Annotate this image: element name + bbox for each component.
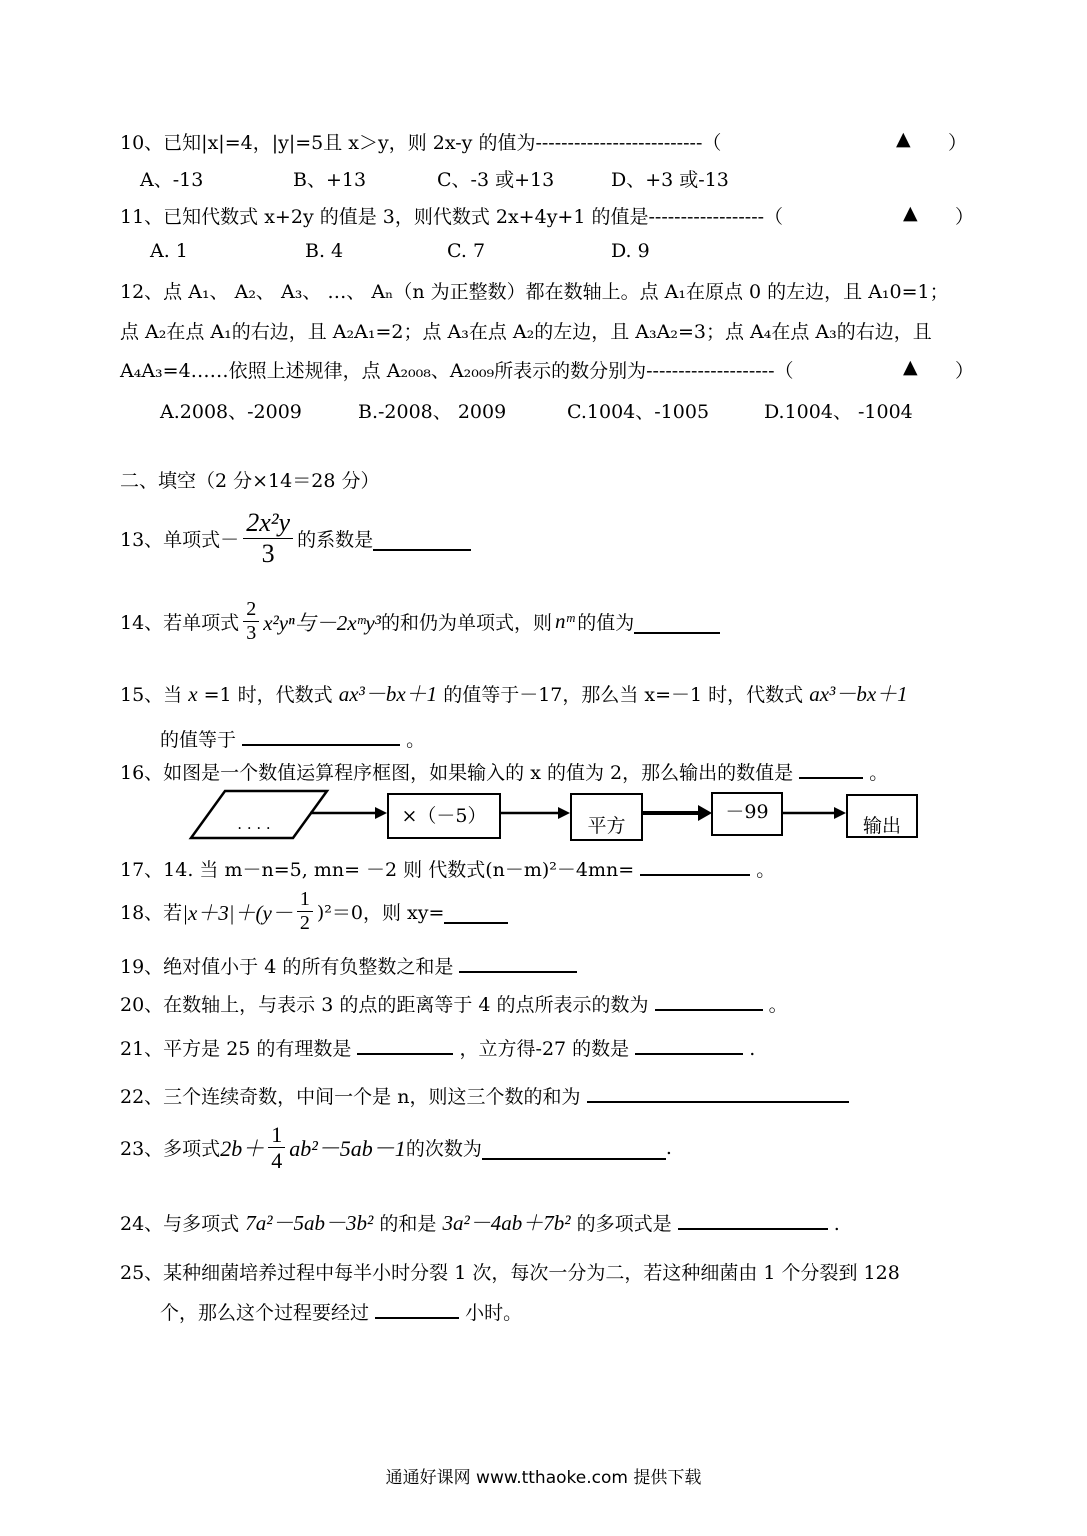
q18-numerator: 1 <box>297 888 313 912</box>
q18-expression-2: )²＝0，则 xy= <box>316 902 445 924</box>
q17 <box>120 855 775 882</box>
q23-expression-2: ab²－5ab－1 <box>289 1136 406 1162</box>
q13-suffix: 的系数是 <box>297 528 374 551</box>
q14-suffix: 的值为 <box>577 612 635 634</box>
q23-fraction <box>268 1122 285 1174</box>
q23 <box>120 1122 672 1174</box>
q11-option-b: B. 4 <box>305 240 344 262</box>
q16 <box>120 758 888 785</box>
q11-option-a: A. 1 <box>150 240 188 262</box>
q24-mid: 的和是 <box>379 1213 437 1235</box>
answer-blank-q15[interactable] <box>242 743 400 746</box>
q14-fraction <box>243 598 259 645</box>
q14-prefix: 14、若单项式 <box>120 612 240 634</box>
q13-prefix: 13、单项式－ <box>120 528 240 551</box>
flowchart-arrowhead-1 <box>375 807 387 819</box>
q24-prefix: 24、与多项式 <box>120 1213 240 1235</box>
section-title: 二、填空（2 分×14＝28 分） <box>120 470 380 492</box>
q16-text: 16、如图是一个数值运算程序框图，如果输入的 x 的值为 2，那么输出的数值是 <box>120 762 794 784</box>
q12-close: ） <box>955 360 975 382</box>
q24 <box>120 1207 840 1237</box>
q23-numerator: 1 <box>268 1122 285 1148</box>
q15-text-a: 15、当 <box>120 684 183 706</box>
q12-line3: A₄A₃=4……依照上述规律，点 A₂₀₀₈、A₂₀₀₉所表示的数分别为--------------------（ <box>120 360 794 382</box>
q14-mid: 的和仍为单项式，则 <box>380 612 552 634</box>
q10-option-a: A、-13 <box>140 169 204 191</box>
q18-expression: |x＋3|＋(y－ <box>182 900 293 925</box>
q14-numerator: 2 <box>243 598 259 622</box>
q23-expression-1: 2b＋ <box>220 1136 265 1162</box>
q18 <box>120 888 508 935</box>
q24-suffix: 的多项式是 <box>576 1213 672 1235</box>
q19-text: 19、绝对值小于 4 的所有负整数之和是 <box>120 956 454 978</box>
q17-end: 。 <box>756 859 776 881</box>
q15-text-e: 。 <box>406 729 426 751</box>
q14 <box>120 598 720 645</box>
q25-text-b: 小时。 <box>465 1302 523 1324</box>
flowchart-box-output: 输出 <box>846 794 918 838</box>
answer-mark-q10: ▲ <box>896 128 911 150</box>
q23-prefix: 23、多项式 <box>120 1138 221 1161</box>
q18-prefix: 18、若 <box>120 902 183 924</box>
q16-end: 。 <box>869 762 889 784</box>
flowchart-box-multiply: ×（－5） <box>387 793 501 839</box>
answer-blank-q21-a[interactable] <box>357 1052 453 1055</box>
q10-option-d: D、+3 或-13 <box>611 169 729 191</box>
answer-blank-q21-b[interactable] <box>635 1052 743 1055</box>
answer-mark-q11: ▲ <box>903 202 918 224</box>
q10-stem-text: 10、已知|x|=4，|y|=5且 x＞y，则 2x-y 的值为--------------------------（ <box>120 132 722 154</box>
q23-suffix: 的次数为 <box>405 1138 482 1161</box>
q12-line2: 点 A₂在点 A₁的右边，且 A₂A₁=2；点 A₃在点 A₂的左边，且 A₃A₂=3；点 A₄在点 A₃的右边，且 <box>120 321 932 343</box>
q19 <box>120 952 577 979</box>
flowchart-arrowhead-3 <box>698 805 712 821</box>
q11-stem <box>120 202 783 229</box>
q25-line2 <box>160 1298 522 1325</box>
q15-line1 <box>120 678 908 708</box>
q15-expression-repeat: ax³－bx＋1 <box>809 682 908 706</box>
q14-denominator: 3 <box>246 622 257 644</box>
q10-option-c: C、-3 或+13 <box>437 169 555 191</box>
q24-end: . <box>833 1213 840 1235</box>
q25-line1: 25、某种细菌培养过程中每半小时分裂 1 次，每次一分为二，若这种细菌由 1 个分裂到 128 <box>120 1262 900 1284</box>
q22-text: 22、三个连续奇数，中间一个是 n，则这三个数的和为 <box>120 1086 581 1108</box>
q15-text-d: 的值等于 <box>160 729 237 751</box>
q20-end: 。 <box>768 994 788 1016</box>
q14-expression: x²yⁿ与－2xᵐy³ <box>263 610 381 635</box>
q11-close: ） <box>955 206 975 228</box>
flowchart-arrowhead-2 <box>558 807 570 819</box>
q12-option-b: B.-2008、 2009 <box>358 401 507 423</box>
q12-option-a: A.2008、-2009 <box>160 401 302 423</box>
q15-x: x <box>188 682 198 706</box>
q20-text: 20、在数轴上，与表示 3 的点的距离等于 4 的点所表示的数为 <box>120 994 649 1016</box>
q21-text-2: ，立方得-27 的数是 <box>459 1038 630 1060</box>
q15-text-b: =1 时，代数式 <box>203 684 333 706</box>
flowchart-input-text: . . . . <box>237 815 271 833</box>
flowchart-arrowhead-4 <box>834 807 846 819</box>
q21 <box>120 1034 755 1061</box>
q12-option-c: C.1004、-1005 <box>567 401 710 423</box>
q10-close: ） <box>948 132 968 154</box>
q14-expression-2: nᵐ <box>554 609 575 633</box>
q13-denominator: 3 <box>261 538 275 568</box>
q21-text-1: 21、平方是 25 的有理数是 <box>120 1038 352 1060</box>
q13-numerator: 2x²y <box>243 508 293 539</box>
q22 <box>120 1082 849 1109</box>
flowchart-box-minus99: －99 <box>711 792 783 836</box>
answer-blank-q23[interactable] <box>482 1157 666 1160</box>
flowchart-box-square: 平方 <box>570 793 643 841</box>
q15-line2 <box>160 725 425 752</box>
q10-stem <box>120 128 721 155</box>
footer-text: 通通好课网 www.tthaoke.com 提供下载 <box>385 1468 702 1488</box>
q13 <box>120 508 471 569</box>
answer-blank-q17[interactable] <box>640 873 750 876</box>
answer-blank-q24[interactable] <box>678 1227 828 1230</box>
q17-text: 17、14. 当 m－n=5, mn= －2 则 代数式(n－m)²－4mn= <box>120 859 635 881</box>
q18-fraction <box>297 888 313 935</box>
q25-text-a: 个，那么这个过程要经过 <box>160 1302 370 1324</box>
q11-option-d: D. 9 <box>611 240 650 262</box>
answer-blank-q19[interactable] <box>459 970 577 973</box>
answer-blank-q22[interactable] <box>587 1100 849 1103</box>
q15-expression: ax³－bx＋1 <box>338 682 438 706</box>
q10-option-b: B、+13 <box>293 169 367 191</box>
answer-blank-q16[interactable] <box>799 776 863 779</box>
q11-option-c: C. 7 <box>447 240 486 262</box>
answer-blank-q18[interactable] <box>444 921 508 924</box>
answer-blank-q20[interactable] <box>655 1008 763 1011</box>
q20 <box>120 990 788 1017</box>
q15-text-c: 的值等于－17，那么当 x=－1 时，代数式 <box>443 684 804 706</box>
q11-stem-text: 11、已知代数式 x+2y 的值是 3，则代数式 2x+4y+1 的值是------------------（ <box>120 206 784 228</box>
q24-expression-1: 7a²－5ab－3b² <box>245 1211 374 1235</box>
q12-option-d: D.1004、 -1004 <box>764 401 913 423</box>
q24-expression-2: 3a²－4ab＋7b² <box>442 1211 571 1235</box>
answer-blank-q13[interactable] <box>373 548 471 551</box>
answer-mark-q12: ▲ <box>903 356 918 378</box>
answer-blank-q14[interactable] <box>634 631 720 634</box>
answer-blank-q25[interactable] <box>375 1316 459 1319</box>
q23-denominator: 4 <box>271 1148 283 1174</box>
q21-end: . <box>749 1038 756 1060</box>
q12-line1: 12、点 A₁、 A₂、 A₃、 …、 Aₙ（n 为正整数）都在数轴上。点 A₁在原点 0 的左边，且 A₁0=1； <box>120 281 949 303</box>
q18-denominator: 2 <box>299 912 310 934</box>
flowchart <box>185 788 945 846</box>
q23-end: . <box>665 1136 672 1159</box>
q13-fraction <box>243 508 293 569</box>
